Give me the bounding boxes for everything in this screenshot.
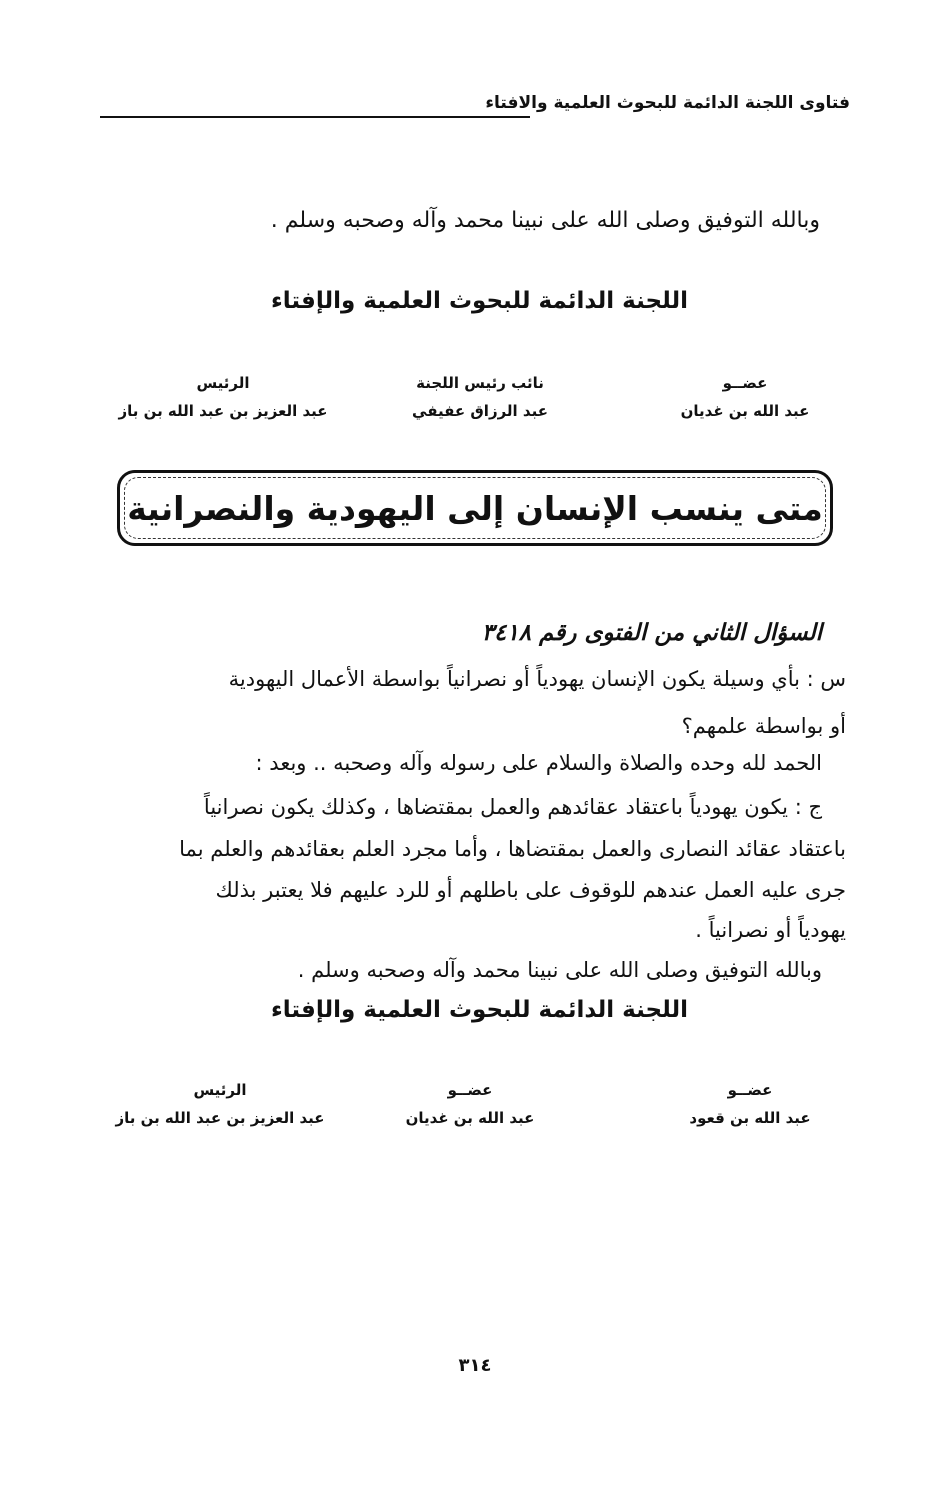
- signatory-name: عبد العزيز بن عبد الله بن باز: [115, 1109, 325, 1127]
- signatory-name: عبد الله بن قعود: [689, 1109, 811, 1127]
- signatory-member: [380, 1081, 560, 1127]
- signatory-role: عضــو: [447, 1081, 493, 1099]
- committee-name: اللجنة الدائمة للبحوث العلمية والإفتاء: [270, 288, 688, 314]
- question-line: أو بواسطة علمهم؟: [681, 714, 846, 738]
- signatory-name: عبد الله بن غديان: [405, 1109, 535, 1127]
- committee-name: اللجنة الدائمة للبحوث العلمية والإفتاء: [270, 997, 688, 1023]
- running-header: فتاوى اللجنة الدائمة للبحوث العلمية والافتاء: [485, 93, 850, 113]
- signatory-role: عضــو: [727, 1081, 773, 1099]
- answer-line: ج : يكون يهودياً باعتقاد عقائدهم والعمل بمقتضاها ، وكذلك يكون نصرانياً: [203, 795, 822, 819]
- fatwa-title-frame: [117, 470, 833, 546]
- header-rule: [100, 116, 530, 118]
- answer-line: يهودياً أو نصرانياً .: [695, 918, 846, 942]
- preface-line: الحمد لله وحده والصلاة والسلام على رسوله وآله وصحبه .. وبعد :: [255, 751, 822, 775]
- signatory-chair: [108, 374, 338, 420]
- signatory-member: [655, 374, 835, 420]
- signatory-role: الرئيس: [193, 1081, 247, 1099]
- question-line: س : بأي وسيلة يكون الإنسان يهودياً أو نصرانياً بواسطة الأعمال اليهودية: [228, 667, 846, 691]
- signatory-name: عبد الرزاق عفيفي: [412, 402, 548, 420]
- signatory-role: نائب رئيس اللجنة: [416, 374, 544, 392]
- signatory-role: الرئيس: [196, 374, 250, 392]
- signatory-role: عضــو: [722, 374, 768, 392]
- signatory-chair: [105, 1081, 335, 1127]
- signatory-name: عبد العزيز بن عبد الله بن باز: [118, 402, 328, 420]
- signatory-vice-chair: [390, 374, 570, 420]
- signatory-member: [660, 1081, 840, 1127]
- fatwa-title: متى ينسب الإنسان إلى اليهودية والنصرانية: [127, 488, 823, 528]
- signatory-name: عبد الله بن غديان: [680, 402, 810, 420]
- closing-line: وبالله التوفيق وصلى الله على نبينا محمد وآله وصحبه وسلم .: [297, 958, 822, 982]
- closing-line: وبالله التوفيق وصلى الله على نبينا محمد وآله وصحبه وسلم .: [270, 208, 820, 233]
- answer-line: باعتقاد عقائد النصارى والعمل بمقتضاها ، وأما مجرد العلم بعقائدهم والعلم بما: [179, 837, 846, 861]
- page-number: ٣١٤: [458, 1355, 492, 1376]
- question-heading: السؤال الثاني من الفتوى رقم ٣٤١٨: [481, 620, 822, 646]
- answer-line: جرى عليه العمل عندهم للوقوف على باطلهم أو للرد عليهم فلا يعتبر بذلك: [215, 878, 846, 902]
